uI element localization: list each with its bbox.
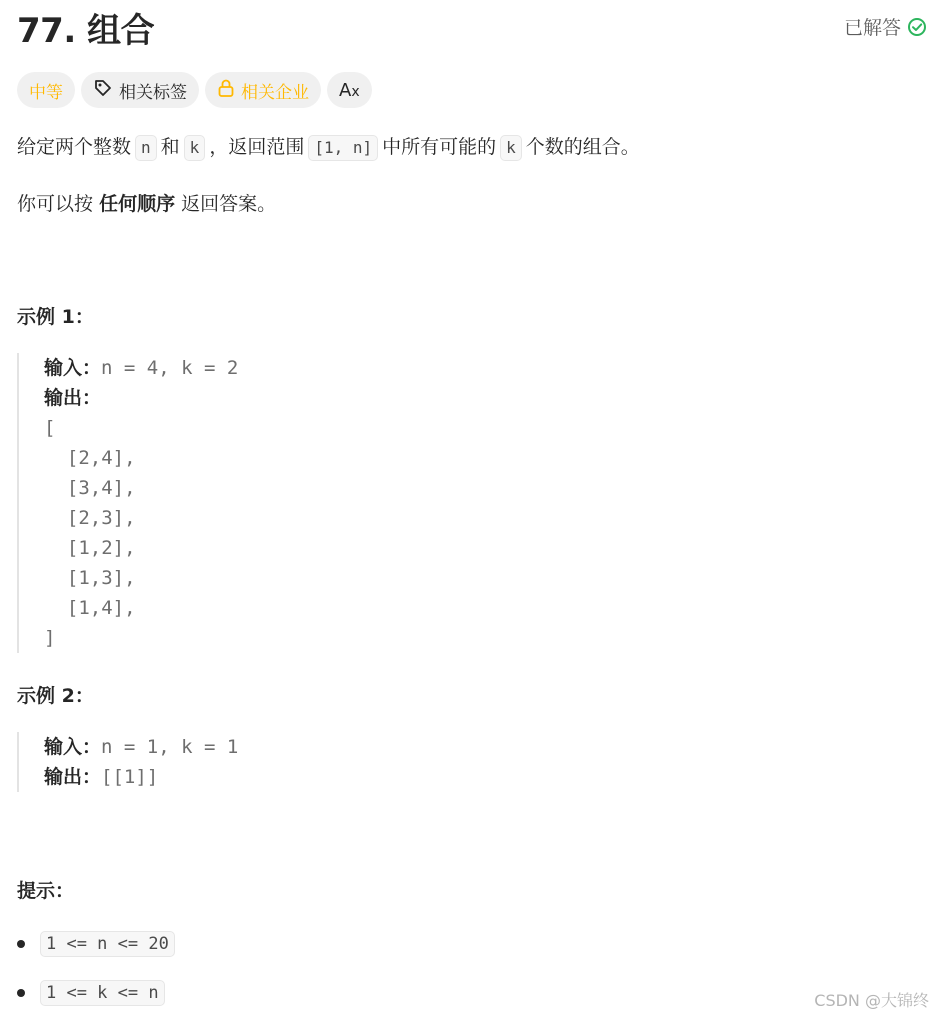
tag-row bbox=[17, 72, 372, 108]
code-k: k bbox=[500, 135, 522, 161]
example-1-output-line: [2,4], bbox=[44, 447, 136, 469]
font-translate-icon: Ax bbox=[339, 79, 360, 101]
example-1-heading: 示例 1： bbox=[17, 306, 94, 328]
description-paragraph-1: 给定两个整数 n 和 k ，返回范围 [1, n] 中所有可能的 k 个数的组合。 bbox=[17, 134, 640, 161]
constraint-item bbox=[17, 980, 165, 1006]
constraint-code: 1 <= n <= 20 bbox=[40, 931, 175, 957]
difficulty-label: 中等 bbox=[29, 82, 63, 103]
example-1-input: n = 4, k = 2 bbox=[101, 357, 239, 379]
example-1-output-line: [1,2], bbox=[44, 537, 136, 559]
solved-status bbox=[844, 13, 927, 40]
lock-icon bbox=[217, 78, 235, 103]
code-range: [1, n] bbox=[308, 135, 378, 161]
difficulty-badge bbox=[17, 72, 75, 108]
example-1-output-line: [2,3], bbox=[44, 507, 136, 529]
constraint-item bbox=[17, 931, 175, 957]
example-1-output-line: [ bbox=[44, 417, 56, 439]
related-companies-button[interactable] bbox=[205, 72, 321, 108]
related-tags-label: 相关标签 bbox=[119, 82, 187, 103]
tag-icon bbox=[93, 78, 113, 103]
description-paragraph-2: 你可以按 任何顺序 返回答案。 bbox=[17, 193, 277, 215]
example-1-output-line: [1,4], bbox=[44, 597, 136, 619]
constraint-code: 1 <= k <= n bbox=[40, 980, 165, 1006]
translate-button[interactable] bbox=[327, 72, 372, 108]
watermark: CSDN @大锦终 bbox=[814, 991, 929, 1010]
related-companies-label: 相关企业 bbox=[241, 82, 309, 103]
example-1-output-line: [3,4], bbox=[44, 477, 136, 499]
problem-title: 77. 组合 bbox=[17, 11, 155, 51]
bullet-dot bbox=[17, 940, 25, 948]
related-tags-button[interactable] bbox=[81, 72, 199, 108]
solved-label: 已解答 bbox=[843, 17, 901, 39]
constraints-heading: 提示： bbox=[17, 880, 75, 902]
example-2-output: [[1]] bbox=[101, 766, 159, 788]
example-2-block: 输入：n = 1, k = 1 输出：[[1]] bbox=[17, 732, 238, 792]
bullet-dot bbox=[17, 989, 25, 997]
code-k: k bbox=[184, 135, 206, 161]
example-2-input: n = 1, k = 1 bbox=[101, 736, 239, 758]
example-1-output-line: [1,3], bbox=[44, 567, 136, 589]
code-n: n bbox=[135, 135, 157, 161]
example-1-output-line: ] bbox=[44, 627, 56, 649]
example-1-block: 输入：n = 4, k = 2 输出： [ [2,4], [3,4], [2,3], [1,2], [1,3], [1,4], ] bbox=[17, 353, 238, 653]
check-circle-icon bbox=[907, 17, 927, 37]
example-2-heading: 示例 2： bbox=[17, 685, 94, 707]
